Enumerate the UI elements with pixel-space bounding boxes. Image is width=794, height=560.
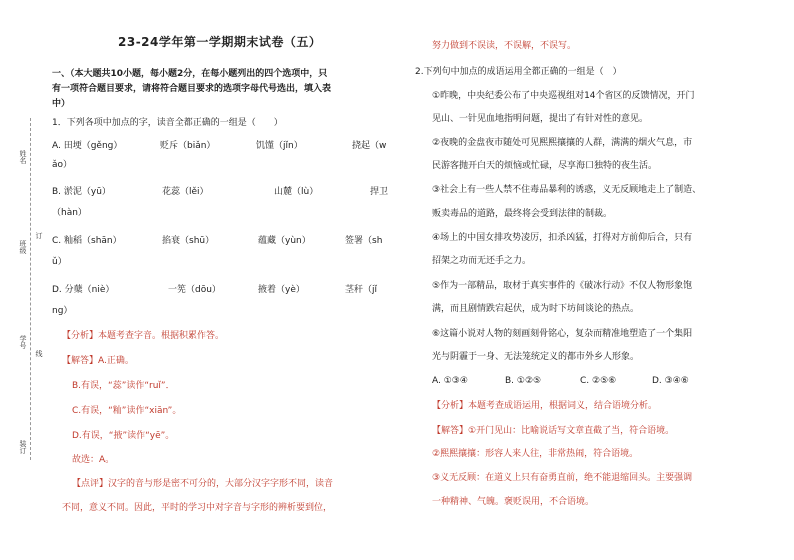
sentence-6b: 光与阴霾于一身、无法笼统定义的都市外乡人形象。 [432, 352, 640, 362]
choice-c: C. ②⑤⑥ [580, 376, 617, 386]
margin-label-binding: 装订 [19, 440, 27, 454]
option-d-2: 一筅（dōu） [168, 285, 221, 295]
sentence-3a: ③社会上有一些人禁不住毒品暴利的诱惑，义无反顾地走上了制造、 [432, 185, 702, 195]
option-d-3: 掖着（yè） [258, 285, 305, 295]
answer-text: 【解答】A.正确。 [62, 356, 134, 366]
binding-dashed-line [30, 118, 31, 460]
margin-mark-xian: 线 [35, 350, 43, 357]
choice-d: D. ③④⑥ [652, 376, 689, 386]
section-instructions-line-3: 中） [52, 99, 71, 109]
option-c-4: 签署（sh [345, 236, 383, 246]
margin-label-name: 姓名 [19, 150, 27, 164]
binding-margin [0, 0, 56, 560]
answer-choice: 故选：A。 [72, 455, 115, 465]
option-c-3: 蕴藏（yùn） [258, 236, 311, 246]
right-analysis: 【分析】本题考查成语运用，根据词义，结合语境分析。 [432, 401, 658, 411]
right-answer-3a: ③义无反顾：在道义上只有奋勇直前，绝不能退缩回头。主要强调 [432, 473, 693, 483]
right-top-line: 努力做到不误读，不误解，不误写。 [432, 41, 577, 51]
option-d-1: D. 分蘖（niè） [52, 285, 115, 295]
answer-c: C.有误，“籼”读作“xiān”。 [72, 406, 182, 416]
sentence-2a: ②夜晚的金盘夜市随处可见熙熙攘攘的人群，满满的烟火气息，市 [432, 138, 693, 148]
exam-title: 23-24学年第一学期期末试卷（五） [118, 35, 322, 49]
option-b-3: 山麓（lù） [274, 187, 319, 197]
sentence-1a: ①昨晚，中央纪委公布了中央巡视组对14个省区的反馈情况，开门 [432, 91, 695, 101]
sentence-4b: 招架之功而无还手之力。 [432, 256, 532, 266]
option-b-cont: （hàn） [52, 208, 87, 218]
choice-b: B. ①②⑤ [505, 376, 542, 386]
answer-d: D.有误，“掖”读作“yē”。 [72, 431, 175, 441]
margin-label-number: 学号 [19, 335, 27, 349]
option-c-1: C. 籼稻（shān） [52, 236, 122, 246]
sentence-5a: ⑤作为一部精品，取材于真实事件的《破冰行动》不仅人物形象饱 [432, 281, 693, 291]
sentence-2b: 民游客抛开白天的烦恼或忙碌，尽享海口独特的夜生活。 [432, 161, 658, 171]
sentence-4a: ④场上的中国女排攻势凌厉，扣杀凶猛，打得对方前仰后合，只有 [432, 233, 693, 243]
section-instructions-line-2: 有一项符合题目要求，请将符合题目要求的选项字母代号选出，填入表 [52, 84, 332, 94]
option-b-2: 花蕊（lěi） [162, 187, 209, 197]
analysis-text: 【分析】本题考查字音。根据积累作答。 [62, 331, 225, 341]
option-a-cont: ǎo） [52, 160, 73, 170]
margin-label-class: 班级 [19, 240, 27, 254]
comment-line-1: 【点评】汉字的音与形是密不可分的，大部分汉字字形不同，读音 [72, 479, 334, 489]
question-1: 1．下列各项中加点的字，读音全都正确的一组是（ ） [52, 118, 283, 128]
answer-b: B.有误，“蕊”读作“ruǐ”． [72, 381, 175, 391]
sentence-1b: 见山、一针见血地指明问题，提出了有针对性的意见。 [432, 114, 649, 124]
section-instructions-line-1: 一、（本大题共10小题，每小题2分，在每小题列出的四个选项中，只 [52, 69, 328, 79]
right-answer-2: ②熙熙攘攘：形容人来人往，非常热闹，符合语境。 [432, 449, 639, 459]
comment-line-2: 不同，意义不同。因此，平时的学习中对字音与字形的辨析要到位， [62, 503, 333, 513]
option-a-4: 挠起（w [352, 141, 387, 151]
right-answer-1: 【解答】①开门见山：比喻说话写文章直截了当，符合语境。 [432, 426, 675, 436]
sentence-3b: 贩卖毒品的道路，最终将会受到法律的制裁。 [432, 209, 613, 219]
question-2: 2.下列句中加点的成语运用全都正确的一组是（ ） [415, 67, 622, 77]
sentence-6a: ⑥这篇小说对人物的刻画刻骨铭心，复杂而精准地塑造了一个集阳 [432, 329, 693, 339]
option-a-2: 贬斥（biǎn） [160, 141, 216, 151]
option-d-cont: ng） [52, 306, 73, 316]
margin-mark-ding: 订 [35, 232, 43, 239]
option-c-2: 掐衰（shū） [162, 236, 215, 246]
sentence-5b: 满，而且剧情跌宕起伏，成为时下坊间谈论的热点。 [432, 304, 640, 314]
option-b-1: B. 淤泥（yū） [52, 187, 111, 197]
right-answer-3b: 一种精神、气魄。褒贬误用，不合语境。 [432, 497, 595, 507]
option-d-4: 茎秆（jǐ [345, 285, 378, 295]
option-c-cont: ǔ） [52, 257, 67, 267]
option-a-1: A. 田埂（gěng） [52, 141, 123, 151]
option-a-3: 饥馑（jǐn） [256, 141, 303, 151]
choice-a: A. ①③④ [432, 376, 468, 386]
option-b-4: 捍卫 [370, 187, 389, 197]
